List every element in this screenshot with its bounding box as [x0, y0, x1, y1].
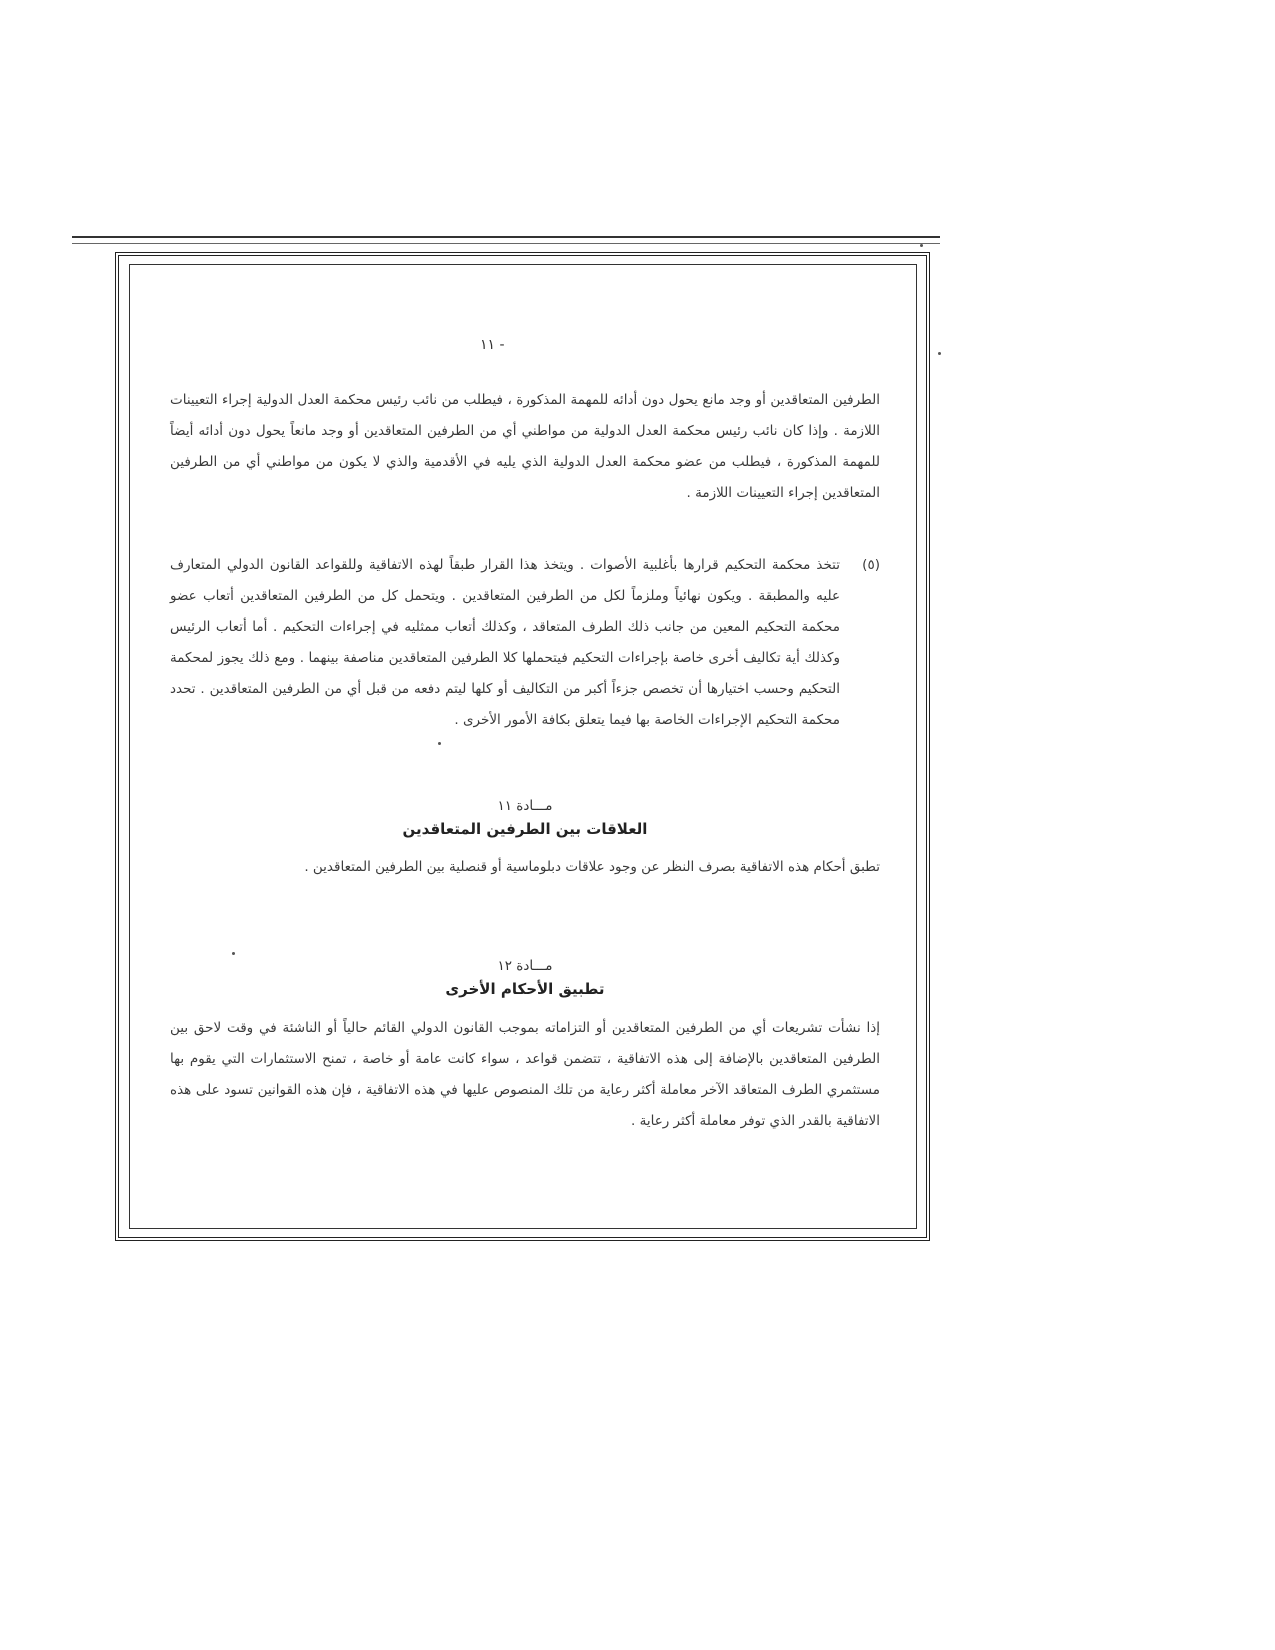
item-5-text: تتخذ محكمة التحكيم قرارها بأغلبية الأصوات . ويتخذ هذا القرار طبقاً لهذه الاتفاقية وللقواعد القانون الدولي المتعارف عليه والمطبقة . ويكون نهائياً وملزماً لكل من الطرفين المتعاقدين . ويتحمل كل من الطرفين المتعاقدين أتعاب عضو محكمة التحكيم المعين من جانب ذلك الطرف المتعاقد ، وكذلك أتعاب ممثليه في إجراءات التحكيم . أما أتعاب الرئيس وكذلك أية تكاليف أخرى خاصة بإجراءات التحكيم فيتحملها كلا الطرفين المتعاقدين مناصفة بينهما . ومع ذلك يجوز لمحكمة التحكيم وحسب اختيارها أن تخصص جزءاً أكبر من التكاليف أو كلها ليتم دفعه من قبل أي من الطرفين المتعاقدين . تحدد محكمة التحكيم الإجراءات الخاصة بها فيما يتعلق بكافة الأمور الأخرى . — [170, 557, 840, 728]
article-12-title: تطبيق الأحكام الأخرى — [445, 980, 605, 998]
page-number: ١١ - — [480, 337, 505, 353]
scan-speck — [920, 244, 923, 247]
item-5-number: (٥) — [862, 557, 880, 573]
article-11-title: العلاقات بين الطرفين المتعاقدين — [402, 820, 648, 838]
article-11-text: تطبق أحكام هذه الاتفاقية بصرف النظر عن وجود علاقات دبلوماسية أو قنصلية بين الطرفين المتعاقدين . — [304, 859, 880, 875]
article-11-heading — [170, 798, 880, 838]
article-12-text: إذا نشأت تشريعات أي من الطرفين المتعاقدين أو التزاماته بموجب القانون الدولي القائم حالياً أو الناشئة في وقت لاحق بين الطرفين المتعاقدين بالإضافة إلى هذه الاتفاقية ، تتضمن قواعد ، سواء كانت عامة أو خاصة ، تمنح الاستثمارات التي يقوم بها مستثمري الطرف المتعاقد الآخر معاملة أكثر رعاية من تلك المنصوص عليها في هذه الاتفاقية ، فإن هذه القوانين تسود على هذه الاتفاقية بالقدر الذي توفر معاملة أكثر رعاية . — [170, 1020, 880, 1129]
article-12-heading — [170, 958, 880, 998]
scan-speck — [232, 952, 235, 955]
paragraph-continuation: الطرفين المتعاقدين أو وجد مانع يحول دون أدائه للمهمة المذكورة ، فيطلب من نائب رئيس محكمة العدل الدولية إجراء التعيينات اللازمة . وإذا كان نائب رئيس محكمة العدل الدولية من مواطني أي من الطرفين المتعاقدين أو وجد مانعاً يحول دون أدائه أيضاً للمهمة المذكورة ، فيطلب من عضو محكمة العدل الدولية الذي يليه في الأقدمية والذي لا يكون من مواطني أي من الطرفين المتعاقدين إجراء التعيينات اللازمة . — [170, 392, 880, 501]
article-11-number: مـــادة ١١ — [497, 798, 553, 814]
header-rule — [72, 236, 940, 238]
scan-speck — [438, 742, 441, 745]
article-12-number: مـــادة ١٢ — [497, 958, 553, 974]
item-5 — [170, 550, 880, 736]
scan-speck — [938, 352, 941, 355]
header-rule-thin — [72, 243, 940, 244]
